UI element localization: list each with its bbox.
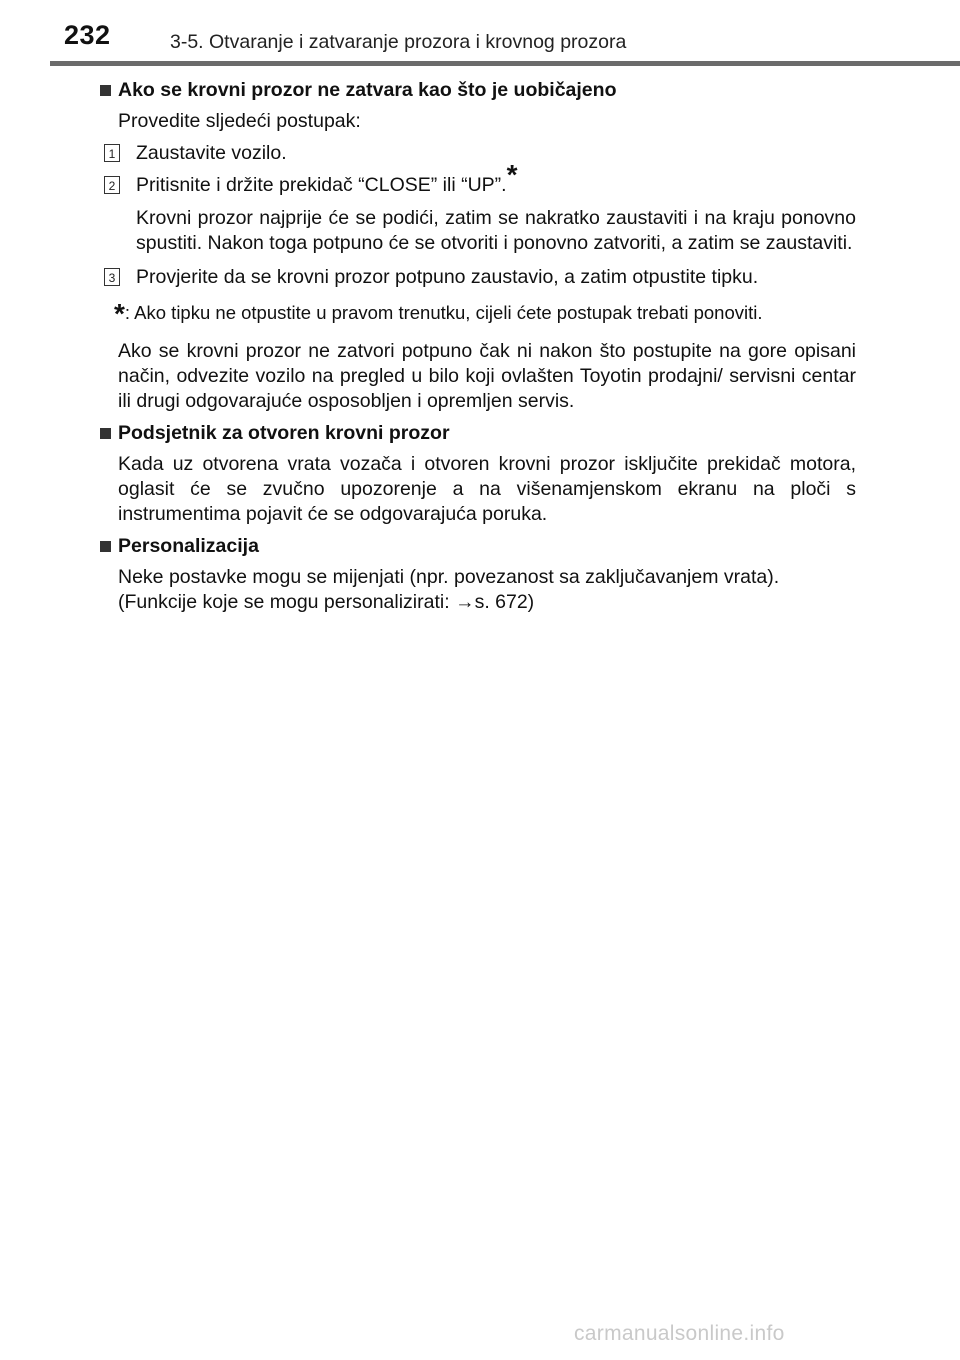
page-reference	[118, 590, 856, 615]
body-text: Kada uz otvorena vrata vozača i otvoren krovni prozor isključite prekidač motora, oglasit će se zvučno upozorenje a na višenamjenskom ekranu na ploči s instrumentima pojavit će se odgovarajuća poruka.	[118, 453, 856, 525]
footnote-text: : Ako tipku ne otpustite u pravom trenutku, cijeli ćete postupak trebati ponoviti.	[124, 302, 763, 323]
step-number-badge: 1	[104, 144, 120, 162]
body-text: Neke postavke mogu se mijenjati (npr. povezanost sa zaključavanjem vrata).	[118, 566, 780, 588]
reference-prefix: (Funkcije koje se mogu personalizirati:	[118, 591, 456, 613]
watermark: carmanualsonline.info	[574, 1322, 785, 1345]
step-3	[0, 265, 856, 290]
footnote-marker: *	[506, 159, 518, 190]
arrow-right-icon: →	[455, 591, 475, 613]
step-text: Zaustavite vozilo.	[136, 142, 287, 164]
header-rule	[50, 61, 960, 66]
square-bullet-icon	[100, 541, 111, 552]
page-content	[0, 78, 960, 615]
step-text: Pritisnite i držite prekidač “CLOSE” ili “UP”.	[136, 174, 507, 196]
section-personalization	[0, 534, 960, 615]
section-open-sunroof-reminder	[0, 421, 960, 527]
intro-text: Provedite sljedeći postupak:	[118, 110, 361, 132]
step-2	[0, 159, 856, 198]
section-sunroof-not-closing	[0, 78, 960, 414]
footnote-marker: *	[114, 298, 125, 329]
page-number: 232	[64, 20, 111, 50]
reference-page-link[interactable]: s. 672)	[474, 591, 535, 613]
closing-text: Ako se krovni prozor ne zatvori potpuno čak ni nakon što postupite na gore opisani način, odvezite vozilo na pregled u bilo koji ovlašten Toyotin prodajni/ servisni centar ili drugi odgovarajuće osposobljen i opremljen servis.	[118, 340, 856, 412]
footnote	[0, 297, 858, 329]
section-heading-text: Podsjetnik za otvoren krovni prozor	[118, 422, 450, 444]
step-text: Provjerite da se krovni prozor potpuno zaustavio, a zatim otpustite tipku.	[136, 266, 759, 288]
section-heading-text: Personalizacija	[118, 535, 259, 557]
square-bullet-icon	[100, 428, 111, 439]
step-1	[0, 141, 856, 166]
section-heading-text: Ako se krovni prozor ne zatvara kao što je uobičajeno	[118, 79, 617, 101]
step-note: Krovni prozor najprije će se podići, zatim se nakratko zaustaviti i na kraju ponovno spustiti. Nakon toga potpuno će se otvoriti i ponovno zatvoriti, a zatim se zaustaviti.	[136, 207, 856, 254]
section-heading	[0, 78, 960, 103]
step-number-badge: 2	[104, 176, 120, 194]
section-heading	[0, 421, 960, 446]
page-header	[0, 0, 960, 66]
square-bullet-icon	[100, 85, 111, 96]
section-heading	[0, 534, 960, 559]
step-number-badge: 3	[104, 268, 120, 286]
chapter-title: 3-5. Otvaranje i zatvaranje prozora i krovnog prozora	[170, 31, 627, 53]
